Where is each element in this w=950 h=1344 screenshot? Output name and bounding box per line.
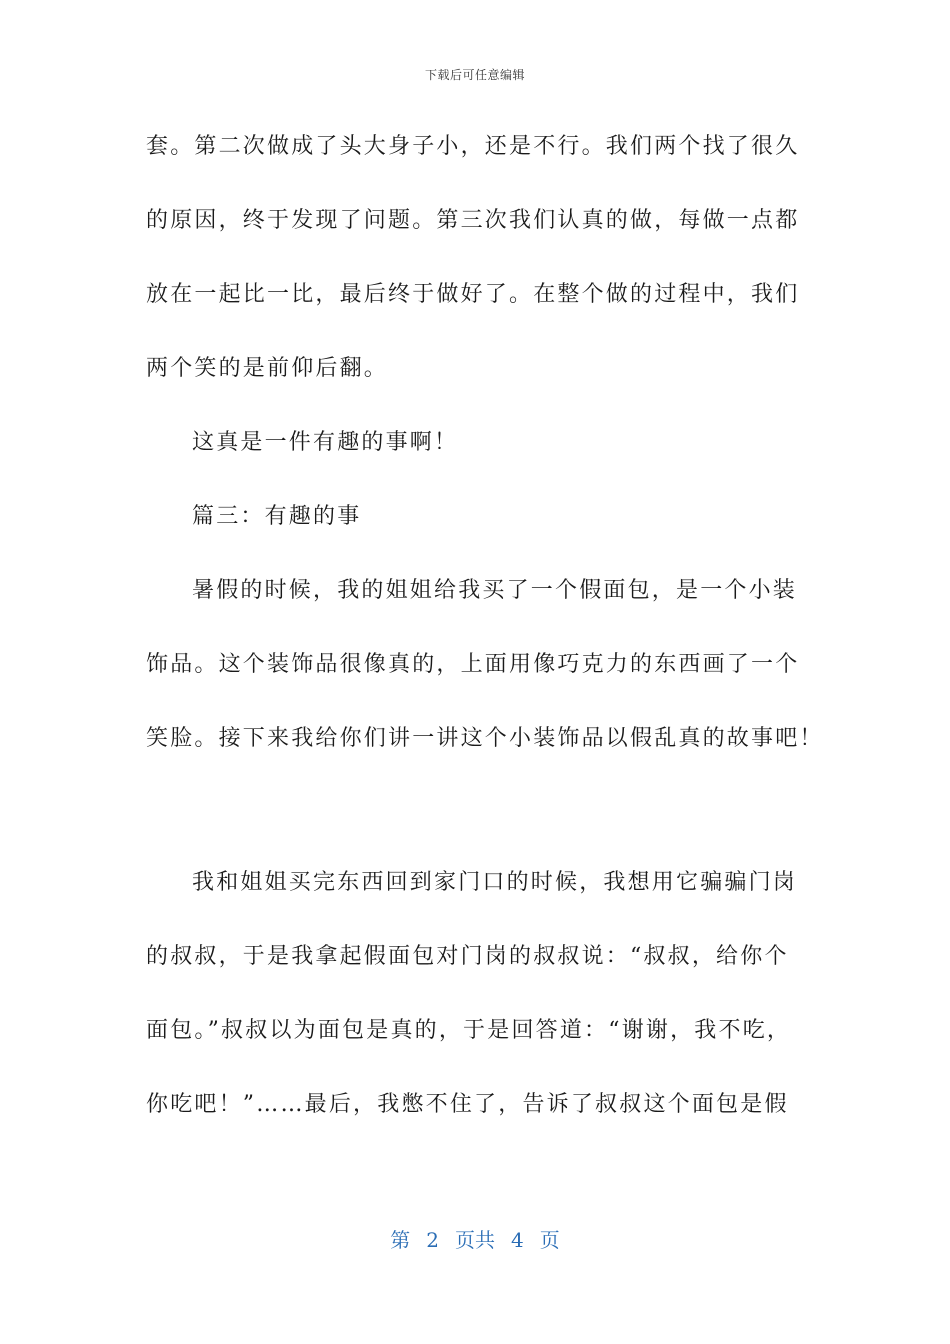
- section-heading: 篇三：有趣的事: [192, 504, 362, 529]
- footer-current-page: 2: [426, 1228, 439, 1252]
- text-line: 你吃吧！”……最后，我憋不住了，告诉了叔叔这个面包是假: [146, 1092, 789, 1117]
- footer-total-pages: 4: [511, 1228, 524, 1252]
- text-line: 饰品。这个装饰品很像真的，上面用像巧克力的东西画了一个: [146, 652, 800, 677]
- text-line: 笑脸。接下来我给你们讲一讲这个小装饰品以假乱真的故事吧！: [146, 726, 824, 751]
- text-line: 暑假的时候，我的姐姐给我买了一个假面包，是一个小装: [192, 578, 798, 603]
- footer-prefix: 第: [390, 1228, 411, 1252]
- header-note: 下载后可任意编辑: [424, 68, 525, 82]
- footer-middle: 页共: [455, 1228, 495, 1252]
- text-line: 的叔叔，于是我拿起假面包对门岗的叔叔说：“叔叔，给你个: [146, 944, 789, 969]
- text-line: 我和姐姐买完东西回到家门口的时候，我想用它骗骗门岗: [192, 870, 798, 895]
- document-body: [146, 122, 824, 1154]
- text-line: 的原因，终于发现了问题。第三次我们认真的做，每做一点都: [146, 208, 800, 233]
- text-line: 两个笑的是前仰后翻。: [146, 356, 389, 381]
- text-line: 套。第二次做成了头大身子小，还是不行。我们两个找了很久: [146, 134, 800, 159]
- text-line: 面包。”叔叔以为面包是真的，于是回答道：“谢谢，我不吃，: [146, 1018, 792, 1043]
- text-line: 放在一起比一比，最后终于做好了。在整个做的过程中，我们: [146, 282, 800, 307]
- text-line: 这真是一件有趣的事啊！: [192, 430, 459, 455]
- footer-suffix: 页: [539, 1228, 560, 1252]
- paragraph-gap: [146, 788, 816, 858]
- page-footer: [0, 1224, 950, 1253]
